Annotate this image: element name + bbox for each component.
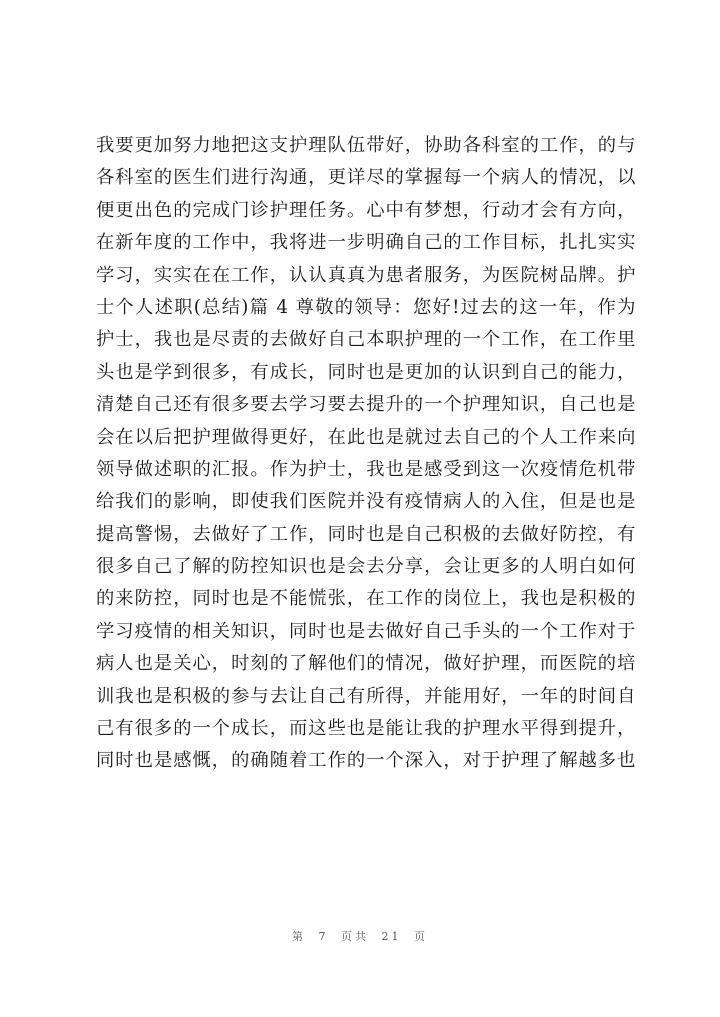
text-line: 各科室的医生们进行沟通，更详尽的掌握每一个病人的情况，以 [96,167,636,189]
text-line: 领导做述职的汇报。作为护士，我也是感受到这一次疫情危机带 [96,458,636,480]
text-line: 病人也是关心，时刻的了解他们的情况，做好护理，而医院的培 [96,653,636,675]
text-line: 在新年度的工作中，我将进一步明确自己的工作目标，扎扎实实 [96,232,636,254]
text-line: 训我也是积极的参与去让自己有所得，并能用好，一年的时间自 [96,685,636,707]
body-text [96,130,636,778]
text-line: 士个人述职(总结)篇 4 尊敬的领导：您好!过去的这一年，作为 [96,296,636,318]
page-number-footer: 第 7 页共 21 页 [292,930,428,943]
text-line: 给我们的影响，即使我们医院并没有疫情病人的入住，但是也是 [96,491,636,513]
text-line: 会在以后把护理做得更好，在此也是就过去自己的个人工作来向 [96,426,636,448]
text-line: 清楚自己还有很多要去学习要去提升的一个护理知识，自己也是 [96,394,636,416]
text-line: 便更出色的完成门诊护理任务。心中有梦想，行动才会有方向， [96,199,636,221]
text-line: 很多自己了解的防控知识也是会去分享，会让更多的人明白如何 [96,556,636,578]
text-line: 我要更加努力地把这支护理队伍带好，协助各科室的工作，的与 [96,135,636,156]
text-line: 护士，我也是尽责的去做好自己本职护理的一个工作，在工作里 [96,329,636,351]
text-line: 提高警惕，去做好了工作，同时也是自己积极的去做好防控，有 [96,523,636,545]
text-line: 学习，实实在在工作，认认真真为患者服务，为医院树品牌。护 [96,264,636,286]
text-line: 头也是学到很多，有成长，同时也是更加的认识到自己的能力， [96,361,636,383]
text-line: 同时也是感慨，的确随着工作的一个深入，对于护理了解越多也 [96,750,636,772]
text-line: 学习疫情的相关知识，同时也是去做好自己手头的一个工作对于 [96,620,636,642]
text-line: 己有很多的一个成长，而这些也是能让我的护理水平得到提升， [96,718,636,740]
text-line: 的来防控，同时也是不能慌张，在工作的岗位上，我也是积极的 [96,588,636,610]
